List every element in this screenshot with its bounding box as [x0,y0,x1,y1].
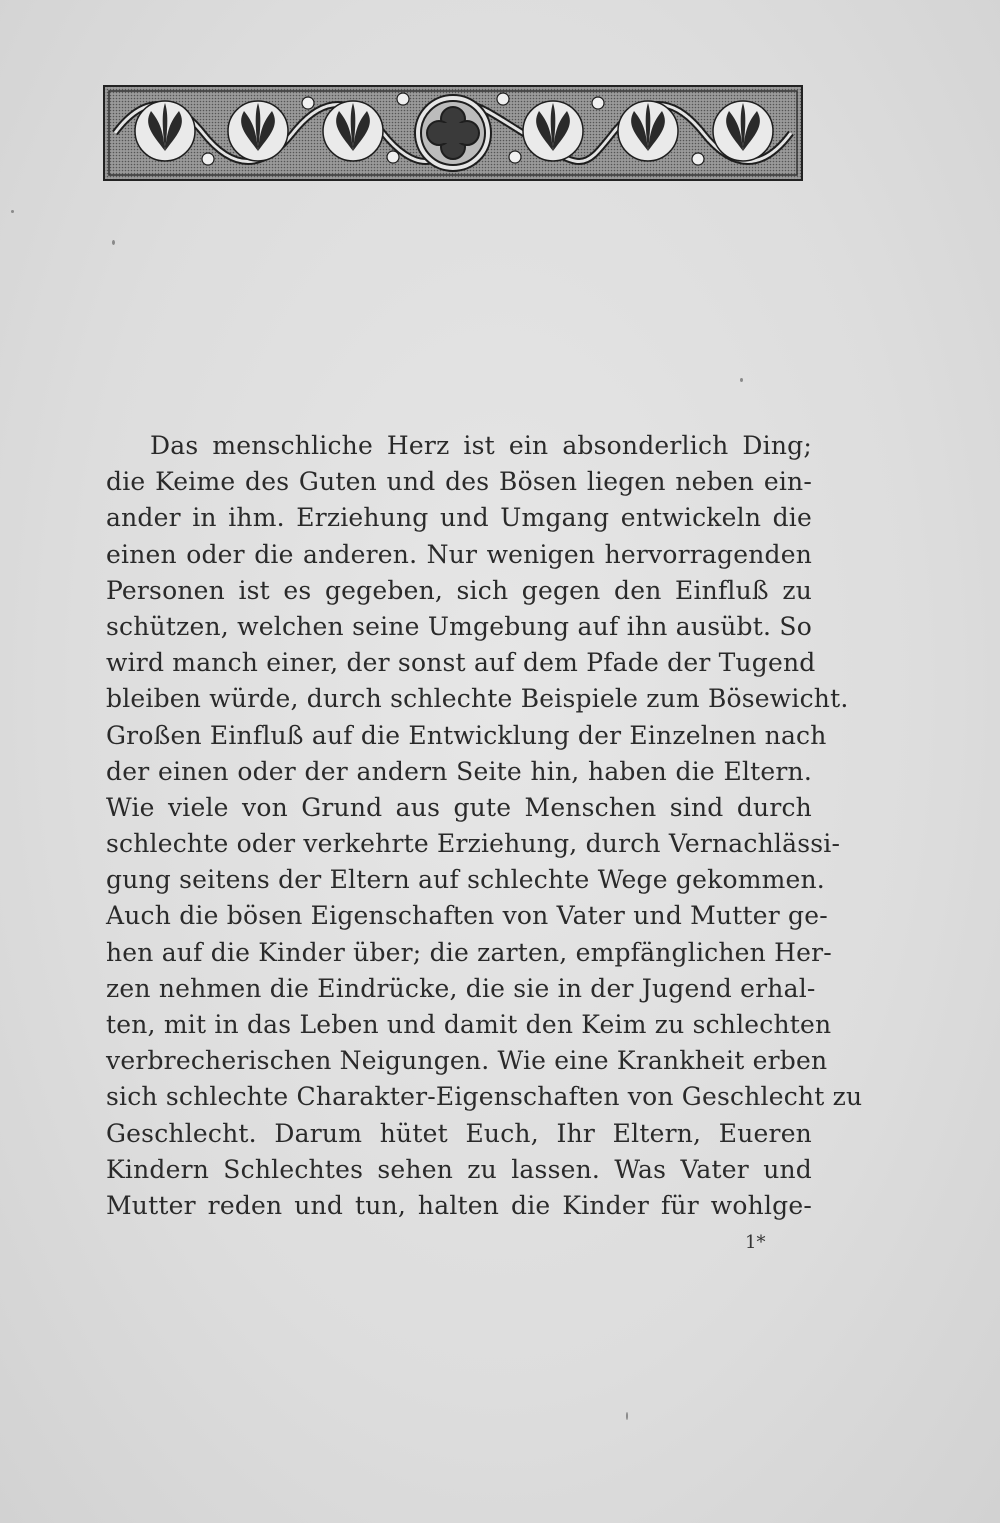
text-line: Wie viele von Grund aus gute Menschen sind durch [106,792,812,822]
text-line: die Keime des Guten und des Bösen liegen neben ein- [106,467,812,497]
text-line: bleiben würde, durch schlechte Beispiele zum Bösewicht. [106,684,849,714]
text-line: Personen ist es gegeben, sich gegen den Einfluß zu [106,575,812,605]
text-line: zen nehmen die Eindrücke, die sie in der Jugend erhal- [106,973,816,1003]
text-line: gung seitens der Eltern auf schlechte Wege gekommen. [106,865,825,895]
text-line: schlechte oder verkehrte Erziehung, durch Vernachlässi- [106,829,841,859]
ornamental-header-icon [103,85,803,181]
text-line: der einen oder der andern Seite hin, haben die Eltern. [106,756,812,786]
text-line: ander in ihm. Erziehung und Umgang entwickeln die [106,503,812,533]
paper-speck [112,240,115,245]
text-line: verbrecherischen Neigungen. Wie eine Krankheit erben [106,1046,828,1076]
body-text [106,428,863,1224]
text-line: ten, mit in das Leben und damit den Keim zu schlechten [106,1010,832,1039]
text-line: Auch die bösen Eigenschaften von Vater und Mutter ge- [106,901,828,931]
text-line: schützen, welchen seine Umgebung auf ihn ausübt. So [106,611,812,641]
text-line: Großen Einfluß auf die Entwicklung der Einzelnen nach [106,720,827,750]
text-line: hen auf die Kinder über; die zarten, empfänglichen Her- [106,937,832,967]
printer-signature: 1* [745,1232,766,1253]
text-line: einen oder die anderen. Nur wenigen hervorragenden [106,539,812,569]
text-line: sich schlechte Charakter-Eigenschaften von Geschlecht zu [106,1082,863,1112]
text-line: Das menschliche Herz ist ein absonderlich Ding; [150,431,812,460]
paper-speck [626,1412,628,1420]
text-line: wird manch einer, der sonst auf dem Pfade der Tugend [106,648,816,678]
paper-speck [740,378,743,382]
text-line: Mutter reden und tun, halten die Kinder für wohlge- [106,1190,812,1220]
text-line: Kindern Schlechtes sehen zu lassen. Was Vater und [106,1154,812,1184]
text-line: Geschlecht. Darum hütet Euch, Ihr Eltern, Eueren [106,1118,812,1148]
paper-speck [11,210,14,213]
